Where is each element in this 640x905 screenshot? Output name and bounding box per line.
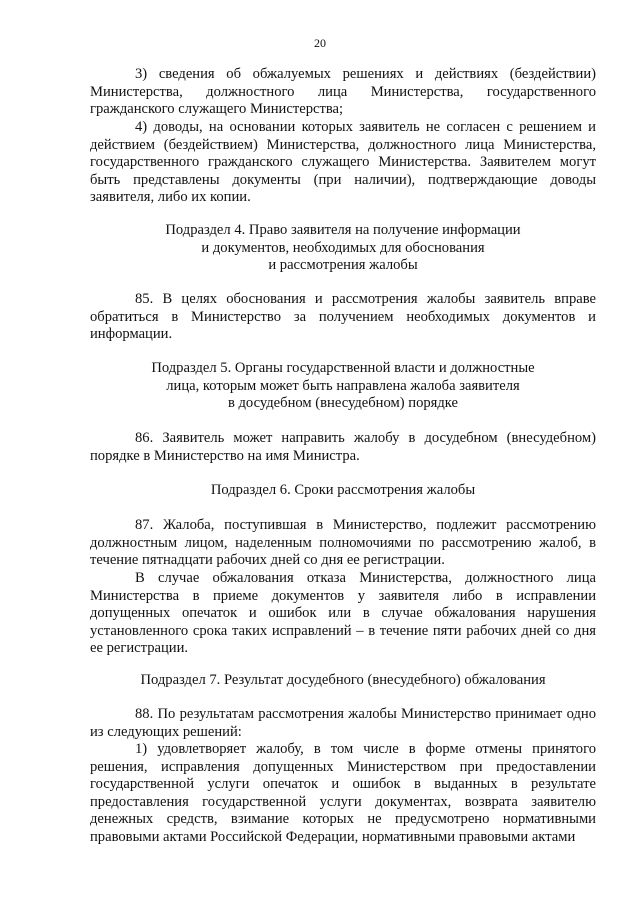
heading-line: в досудебном (внесудебном) порядке bbox=[227, 395, 459, 412]
paragraph-88-item-1: 1) удовлетворяет жалобу, в том числе в форме отмены принятого решения, исправления допущенных Министерством при предоставлении государственной услуги опечаток и ошибок в выданных в результате предоставления государственной услуги документах, возврата заявителю денежных средств, взимание которых не предусмотрено нормативными правовыми актами Российской Федерации, нормативными правовыми актами bbox=[90, 741, 596, 845]
heading-line: Подраздел 4. Право заявителя на получение информации bbox=[165, 222, 521, 238]
heading-subsection-5 bbox=[90, 360, 596, 413]
heading-subsection-6 bbox=[90, 482, 596, 500]
paragraph-85: 85. В целях обоснования и рассмотрения жалобы заявитель вправе обратиться в Министерство за получением необходимых документов и информации. bbox=[90, 291, 596, 343]
page-number: 20 bbox=[314, 36, 326, 50]
paragraph-87-second: В случае обжалования отказа Министерства, должностного лица Министерства в приеме документов у заявителя либо в исправлении допущенных опечаток и ошибок или в случае обжалования нарушения установленного срока таких исправлений – в течение пяти рабочих дней со дня ее регистрации. bbox=[90, 570, 596, 657]
paragraph-87: 87. Жалоба, поступившая в Министерство, подлежит рассмотрению должностным лицом, наделенным полномочиями по рассмотрению жалоб, в течение пятнадцати рабочих дней со дня ее регистрации. bbox=[90, 517, 596, 569]
heading-line: Подраздел 5. Органы государственной власти и должностные bbox=[151, 360, 535, 376]
heading-line: Подраздел 6. Сроки рассмотрения жалобы bbox=[210, 482, 476, 498]
heading-line: и рассмотрения жалобы bbox=[268, 257, 418, 274]
paragraph-item-4: 4) доводы, на основании которых заявитель не согласен с решением и действием (бездействием) Министерства, должностного лица Министерства, государственного гражданского служащего Министерства. Заявителем могут быть представлены документы (при наличии), подтверждающие доводы заявителя, либо их копии. bbox=[90, 119, 596, 206]
paragraph-88: 88. По результатам рассмотрения жалобы Министерство принимает одно из следующих решений: bbox=[90, 706, 596, 740]
paragraph-86: 86. Заявитель может направить жалобу в досудебном (внесудебном) порядке в Министерство на имя Министра. bbox=[90, 430, 596, 464]
heading-line: лица, которым может быть направлена жалоба заявителя bbox=[166, 377, 520, 394]
heading-subsection-7 bbox=[90, 672, 596, 690]
heading-line: и документов, необходимых для обоснования bbox=[201, 239, 485, 256]
heading-subsection-4 bbox=[90, 222, 596, 275]
heading-line: Подраздел 7. Результат досудебного (внесудебного) обжалования bbox=[140, 672, 546, 688]
paragraph-item-3: 3) сведения об обжалуемых решениях и действиях (бездействии) Министерства, должностного лица Министерства, государственного гражданского служащего Министерства; bbox=[90, 66, 596, 118]
